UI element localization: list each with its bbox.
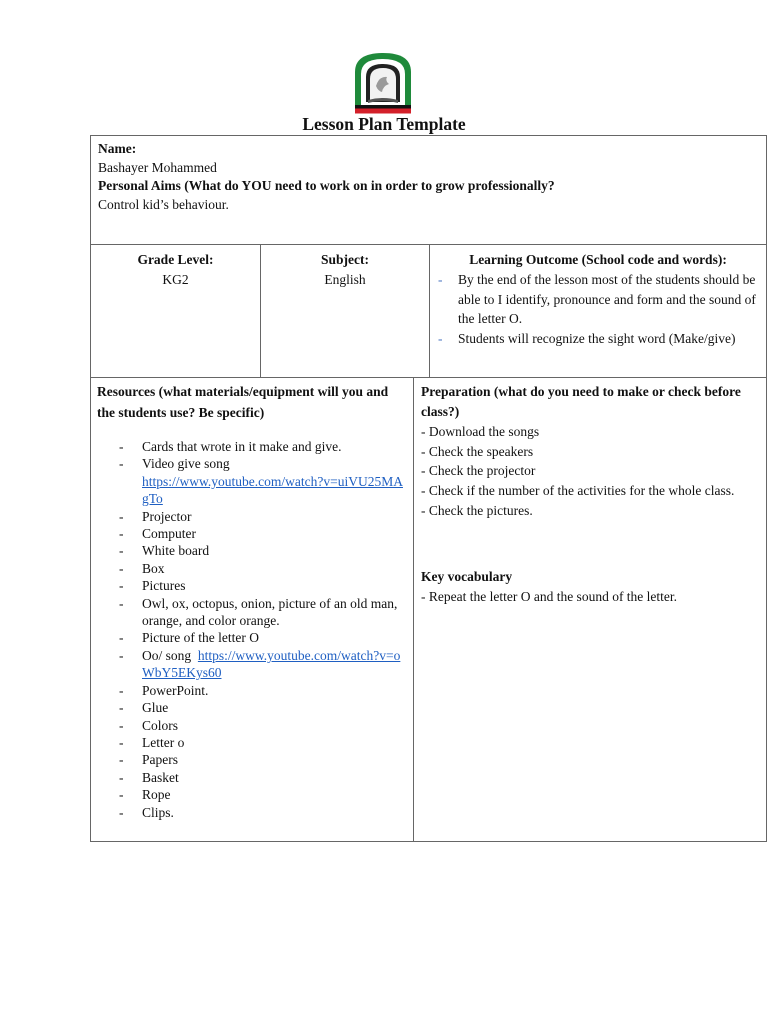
key-vocabulary-list [421, 587, 760, 607]
name-label: Name: [98, 141, 137, 156]
list-item: - Papers [142, 751, 407, 768]
preparation-list [421, 422, 760, 521]
preparation-cell [414, 378, 767, 842]
list-item: - PowerPoint. [142, 682, 407, 699]
list-item: - Letter o [142, 734, 407, 751]
list-item: - Owl, ox, octopus, onion, picture of an old man, orange, and color orange. [142, 595, 407, 630]
list-item: - Check the pictures. [421, 502, 533, 518]
lesson-details-row [91, 245, 767, 378]
teacher-info-cell [91, 136, 767, 245]
grade-level-label: Grade Level: [137, 252, 214, 267]
list-item: - Colors [142, 717, 407, 734]
lesson-plan-table [90, 135, 767, 842]
key-vocabulary-label: Key vocabulary [421, 568, 513, 584]
grade-level-cell [91, 245, 261, 378]
resources-label: Resources (what materials/equipment will you and the students use? Be specific) [97, 384, 389, 420]
personal-aims-label: Personal Aims (What do YOU need to work on in order to grow professionally? [98, 178, 555, 193]
oo-song-label: Oo/ song [142, 647, 192, 663]
list-item [142, 647, 407, 682]
video-song-link[interactable]: https://www.youtube.com/watch?v=uiVU25MAgTo [142, 473, 403, 507]
list-item: - Picture of the letter O [142, 629, 407, 646]
document-title: Lesson Plan Template [302, 114, 466, 134]
list-item: - By the end of the lesson most of the students should be able to I identify, pronounce and form and the sound of the letter O. [458, 270, 760, 329]
list-item: - Pictures [142, 577, 407, 594]
learning-outcome-label: Learning Outcome (School code and words): [469, 252, 727, 267]
list-item: - Check the speakers [421, 443, 534, 459]
subject-label: Subject: [321, 252, 369, 267]
learning-outcome-list [430, 270, 766, 348]
resources-preparation-row [91, 378, 767, 842]
school-logo [352, 50, 414, 114]
list-item: - Basket [142, 769, 407, 786]
list-item: - Computer [142, 525, 407, 542]
list-item [142, 455, 407, 507]
list-item: - Check if the number of the activities for the whole class. [421, 483, 735, 499]
list-item: - Projector [142, 508, 407, 525]
grade-level-value: KG2 [162, 272, 189, 287]
list-item: - Cards that wrote in it make and give. [142, 438, 407, 455]
subject-cell [261, 245, 430, 378]
list-item: - Students will recognize the sight word (Make/give) [458, 329, 760, 349]
list-item: - Download the songs [421, 424, 540, 439]
learning-outcome-cell [430, 245, 767, 378]
list-item: - White board [142, 542, 407, 559]
list-item: - Rope [142, 786, 407, 803]
subject-value: English [324, 272, 366, 287]
resources-list [97, 438, 407, 821]
list-item: - Clips. [142, 804, 407, 821]
teacher-info-row [91, 136, 767, 245]
list-item: - Check the projector [421, 463, 536, 479]
video-song-label: Video give song [142, 456, 230, 472]
personal-aims-text: Control kid’s behaviour. [98, 196, 229, 212]
list-item: - Glue [142, 699, 407, 716]
resources-cell [91, 378, 414, 842]
preparation-label: Preparation (what do you need to make or check before class?) [421, 384, 741, 419]
list-item: - Repeat the letter O and the sound of the letter. [421, 588, 678, 604]
oo-song-link[interactable]: https://www.youtube.com/watch?v=oWbY5EKys60 [142, 647, 401, 681]
teacher-name: Bashayer Mohammed [98, 159, 217, 175]
list-item: - Box [142, 560, 407, 577]
